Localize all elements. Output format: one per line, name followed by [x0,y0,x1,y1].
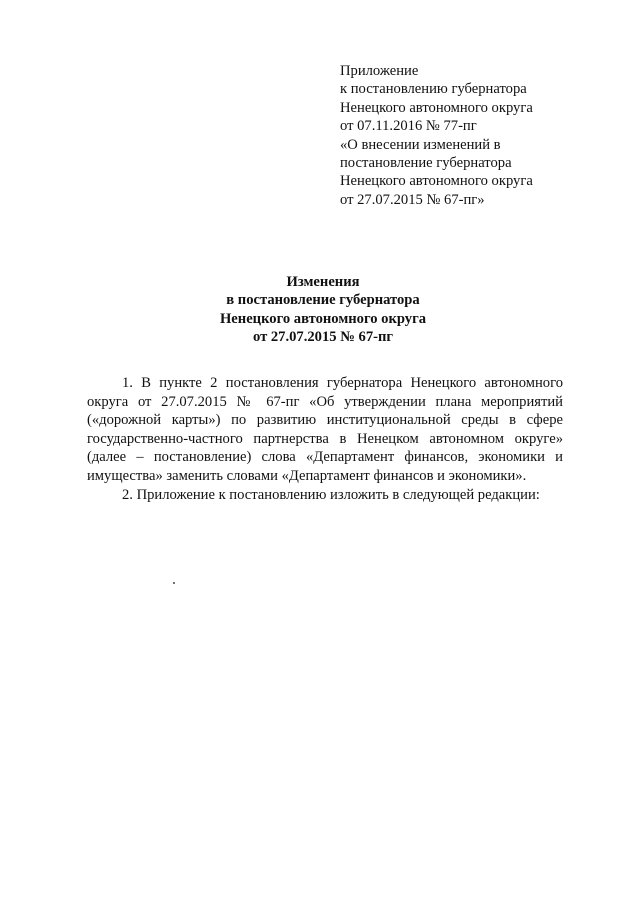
appendix-line: «О внесении изменений в [340,136,501,153]
appendix-line: от 27.07.2015 № 67-пг» [340,191,485,208]
body-paragraph: 1. В пункте 2 постановления губернатора Ненецкого автономного округа от 27.07.2015 № 67-пг «Об утверждении плана мероприятий («дорожной карты») по развитию институциональной среды в сфере государственно-частного партнерства в Ненецком автономном округе» (далее – постановление) слова «Департамент финансов, экономики и имущества» заменить словами «Департамент финансов и экономики». [87,375,563,484]
title-line: Ненецкого автономного округа [219,310,427,327]
body-paragraph: 2. Приложение к постановлению изложить в следующей редакции: [122,486,540,503]
title-line: от 27.07.2015 № 67-пг [252,329,394,346]
scan-speck [173,582,175,584]
appendix-header [340,62,580,209]
appendix-line: Приложение [340,63,419,79]
appendix-line: Ненецкого автономного округа [340,173,533,190]
document-body [87,374,563,504]
document-title [110,273,536,347]
appendix-line: от 07.11.2016 № 77-пг [340,118,477,135]
appendix-line: к постановлению губернатора [340,81,527,98]
title-line: в постановление губернатора [226,292,420,309]
appendix-line: Ненецкого автономного округа [340,99,533,116]
appendix-line: постановление губернатора [340,155,512,172]
title-line: Изменения [286,274,360,290]
